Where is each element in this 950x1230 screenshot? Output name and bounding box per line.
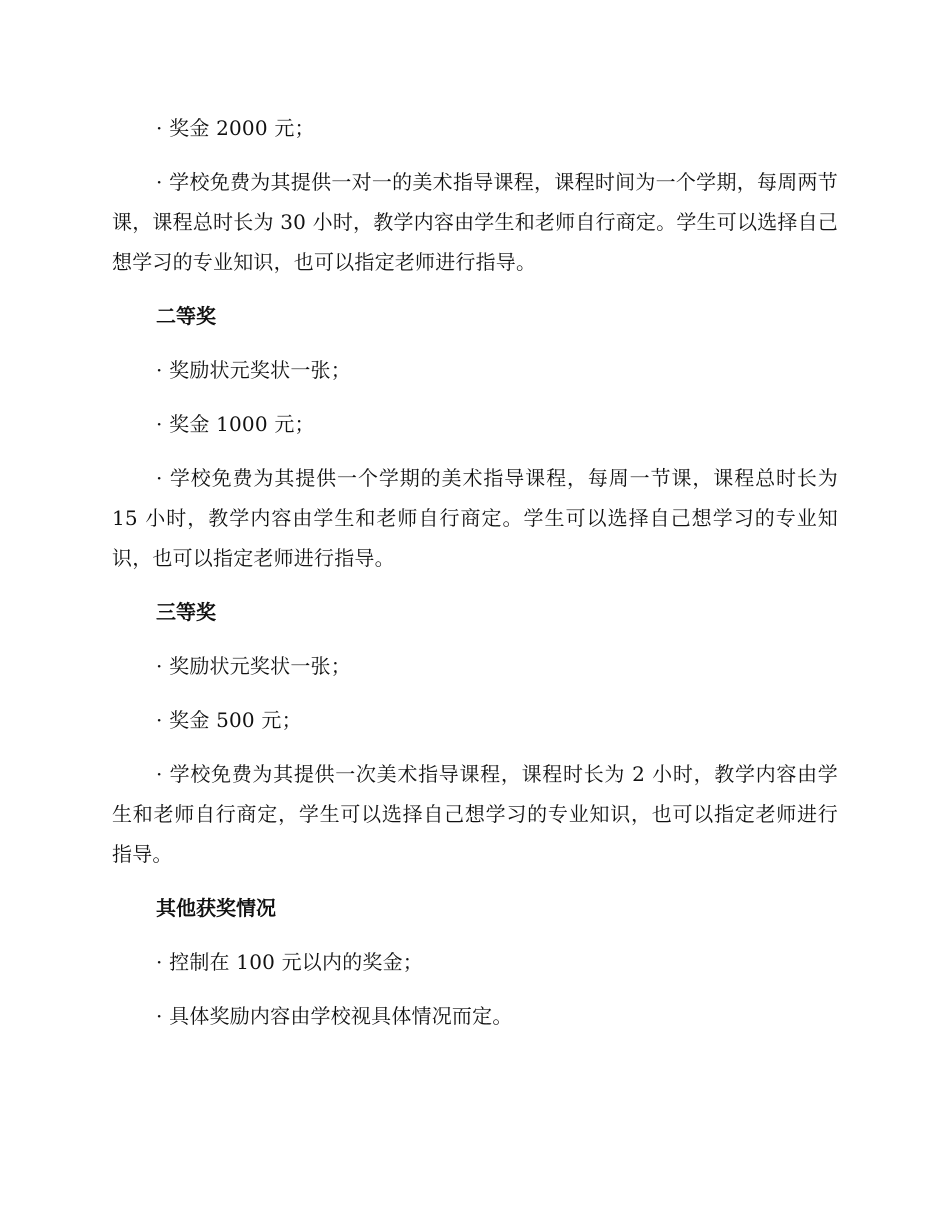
other-awards-heading: 其他获奖情况 — [156, 896, 276, 920]
second-prize-bonus: · 奖金 1000 元； — [156, 412, 315, 436]
first-prize-course: · 学校免费为其提供一对一的美术指导课程，课程时间为一个学期，每周两节课，课程总时长为 30 小时，教学内容由学生和老师自行商定。学生可以选择自己想学习的专业知识，也可以指定老师进行指导。 — [112, 170, 838, 274]
first-prize-bonus: · 奖金 2000 元； — [156, 116, 315, 140]
other-awards-note: · 具体奖励内容由学校视具体情况而定。 — [156, 1004, 513, 1028]
second-prize-certificate: · 奖励状元奖状一张； — [156, 358, 351, 382]
third-prize-heading: 三等奖 — [156, 600, 216, 624]
document-page — [112, 108, 838, 1050]
second-prize-course: · 学校免费为其提供一个学期的美术指导课程，每周一节课，课程总时长为 15 小时，教学内容由学生和老师自行商定。学生可以选择自己想学习的专业知识，也可以指定老师进行指导。 — [112, 466, 838, 570]
third-prize-bonus: · 奖金 500 元； — [156, 708, 302, 732]
other-awards-bonus: · 控制在 100 元以内的奖金； — [156, 950, 424, 974]
second-prize-heading: 二等奖 — [156, 304, 216, 328]
third-prize-certificate: · 奖励状元奖状一张； — [156, 654, 351, 678]
third-prize-course: · 学校免费为其提供一次美术指导课程，课程时长为 2 小时，教学内容由学生和老师自行商定，学生可以选择自己想学习的专业知识，也可以指定老师进行指导。 — [112, 762, 838, 866]
